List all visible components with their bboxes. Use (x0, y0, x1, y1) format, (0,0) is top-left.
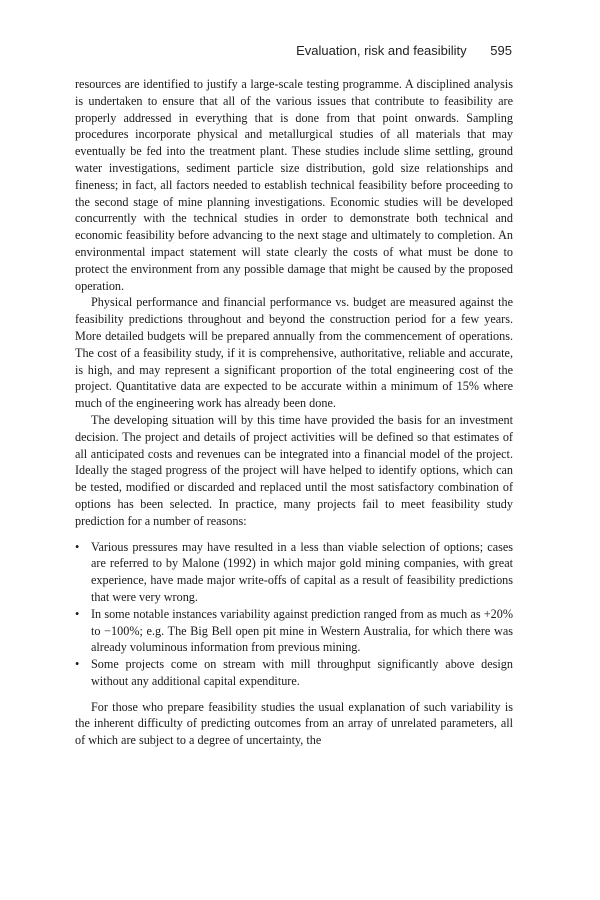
bullet-icon: • (75, 539, 80, 554)
paragraph-closing: For those who prepare feasibility studies the usual explanation of such variability is the inherent difficulty of predicting outcomes from an array of unrelated parameters, all of which are subject to a degree of uncertainty, the (75, 699, 513, 748)
paragraph-investment-decision: The developing situation will by this time have provided the basis for an investment decision. The project and details of project activities will be defined so that estimates of all anticipated costs and revenues can be integrated into a financial model of the project. Ideally the staged progress of the project will have helped to identify options, which can be tested, modified or discarded and replaced until the most satisfactory combination of options has been selected. In practice, many projects fail to meet feasibility study prediction for a number of reasons: (75, 412, 513, 528)
bullet-text: Various pressures may have resulted in a less than viable selection of options; cases are referred to by Malone (1992) in which major gold mining companies, with great experience, have made major write-offs of capital as a result of feasibility predictions that were very wrong. (91, 539, 513, 604)
bullet-text: In some notable instances variability against prediction ranged from as much as +20% to −100%; e.g. The Big Bell open pit mine in Western Australia, for which there was already voluminous information from previous mining. (91, 606, 513, 655)
bullet-item (75, 539, 513, 606)
reasons-bullet-list (75, 539, 513, 690)
page-number: 595 (490, 43, 512, 58)
bullet-item (75, 606, 513, 656)
bullet-icon: • (75, 657, 80, 672)
paragraph-performance: Physical performance and financial performance vs. budget are measured against the feasibility predictions throughout and beyond the construction period for a few years. More detailed budgets will be prepared annually from the commencement of operations. The cost of a feasibility study, if it is comprehensive, authoritative, reliable and accurate, is high, and may represent a significant proportion of the total engineering cost of the project. Quantitative data are expected to be accurate within a minimum of 15% where much of the engineering work has already been done. (75, 295, 513, 411)
body-text (75, 76, 513, 749)
running-head (296, 43, 512, 58)
paragraph-continued: resources are identified to justify a large-scale testing programme. A disciplined analysis is undertaken to ensure that all of the various issues that contribute to feasibility are properly addressed in everything that is done from that point onwards. Sampling procedures incorporate physical and metallurgical studies of all materials that may eventually be fed into the treatment plant. These studies include slime settling, ground water investigations, sediment particle size distribution, gold size relationships and fineness; in fact, all factors needed to establish technical feasibility before proceeding to the second stage of mine planning investigations. Economic studies will be developed concurrently with the technical studies in order to demonstrate both technical and economic feasibility before advancing to the next stage and ultimately to completion. An environmental impact statement will state clearly the costs of what must be done to protect the environment from any possible damage that might be caused by the proposed operation. (75, 77, 513, 293)
bullet-icon: • (75, 606, 80, 621)
bullet-item (75, 656, 513, 690)
bullet-text: Some projects come on stream with mill throughput significantly above design without any additional capital expenditure. (91, 657, 513, 688)
running-title: Evaluation, risk and feasibility (296, 43, 467, 58)
